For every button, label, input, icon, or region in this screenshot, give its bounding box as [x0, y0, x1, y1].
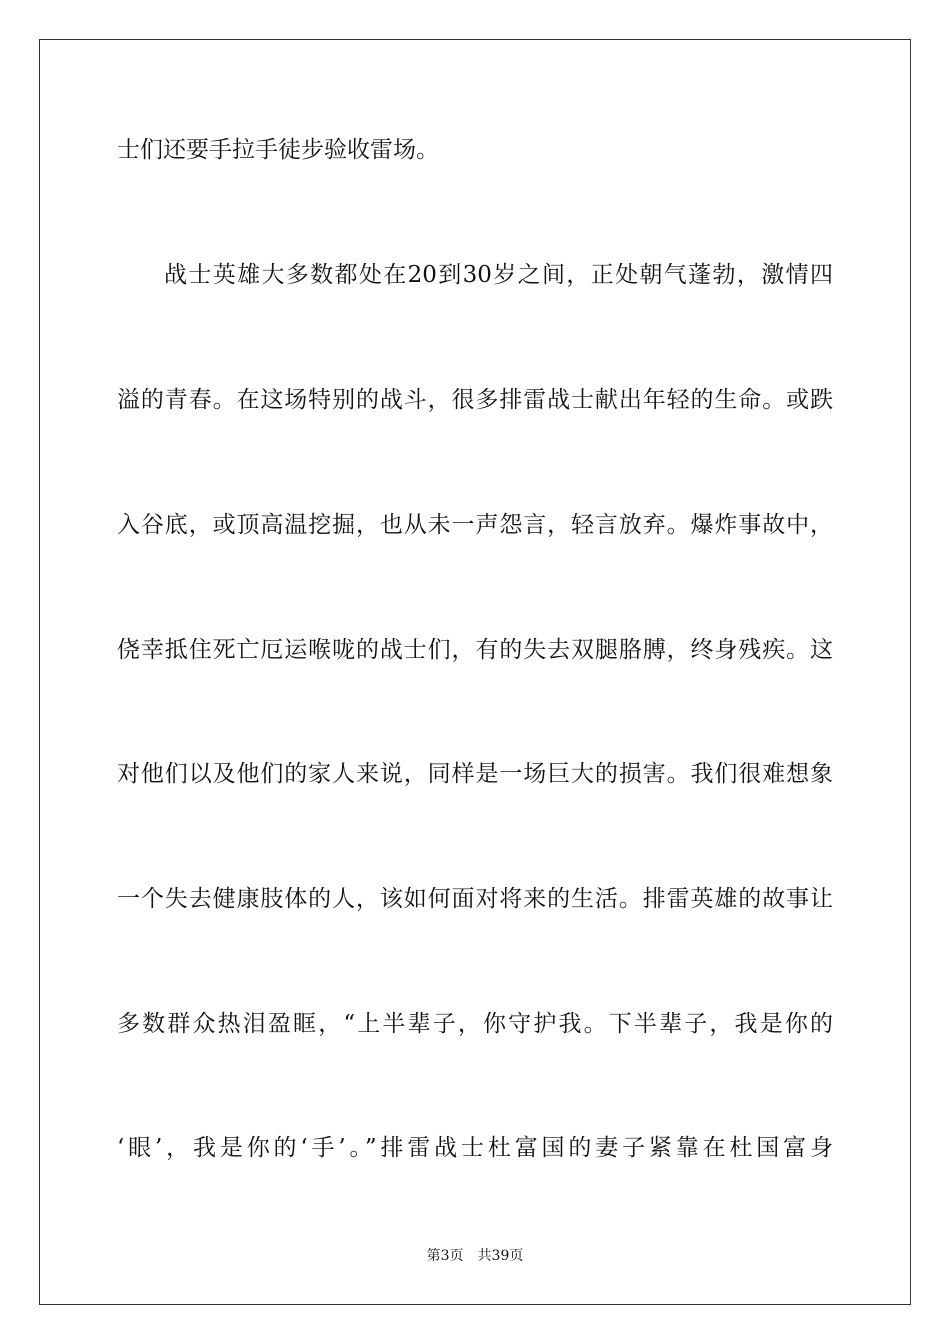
paragraph-line: ‘眼’，我是你的‘手’。”排雷战士杜富国的妻子紧靠在杜国富身 — [117, 1135, 833, 1161]
paragraph-line: 战士英雄大多数都处在20到30岁之间，正处朝气蓬勃，激情四 — [164, 262, 833, 288]
paragraph-line: 入谷底，或顶高温挖掘，也从未一声怨言，轻言放弃。爆炸事故中， — [117, 512, 833, 538]
page-footer — [0, 1246, 950, 1266]
page-total: 共39页 — [477, 1248, 524, 1264]
page-number: 第3页 — [426, 1248, 464, 1264]
paragraph-line: 多数群众热泪盈眶，“上半辈子，你守护我。下半辈子，我是你的 — [117, 1011, 833, 1037]
paragraph-line: 士们还要手拉手徒步验收雷场。 — [117, 137, 439, 163]
paragraph-line: 一个失去健康肢体的人，该如何面对将来的生活。排雷英雄的故事让 — [117, 886, 833, 912]
paragraph-line: 溢的青春。在这场特别的战斗，很多排雷战士献出年轻的生命。或跌 — [117, 387, 833, 413]
paragraph-line: 对他们以及他们的家人来说，同样是一场巨大的损害。我们很难想象 — [117, 761, 833, 787]
page-border — [39, 39, 911, 1305]
paragraph-line: 侥幸抵住死亡厄运喉咙的战士们，有的失去双腿胳膊，终身残疾。这 — [117, 637, 833, 663]
